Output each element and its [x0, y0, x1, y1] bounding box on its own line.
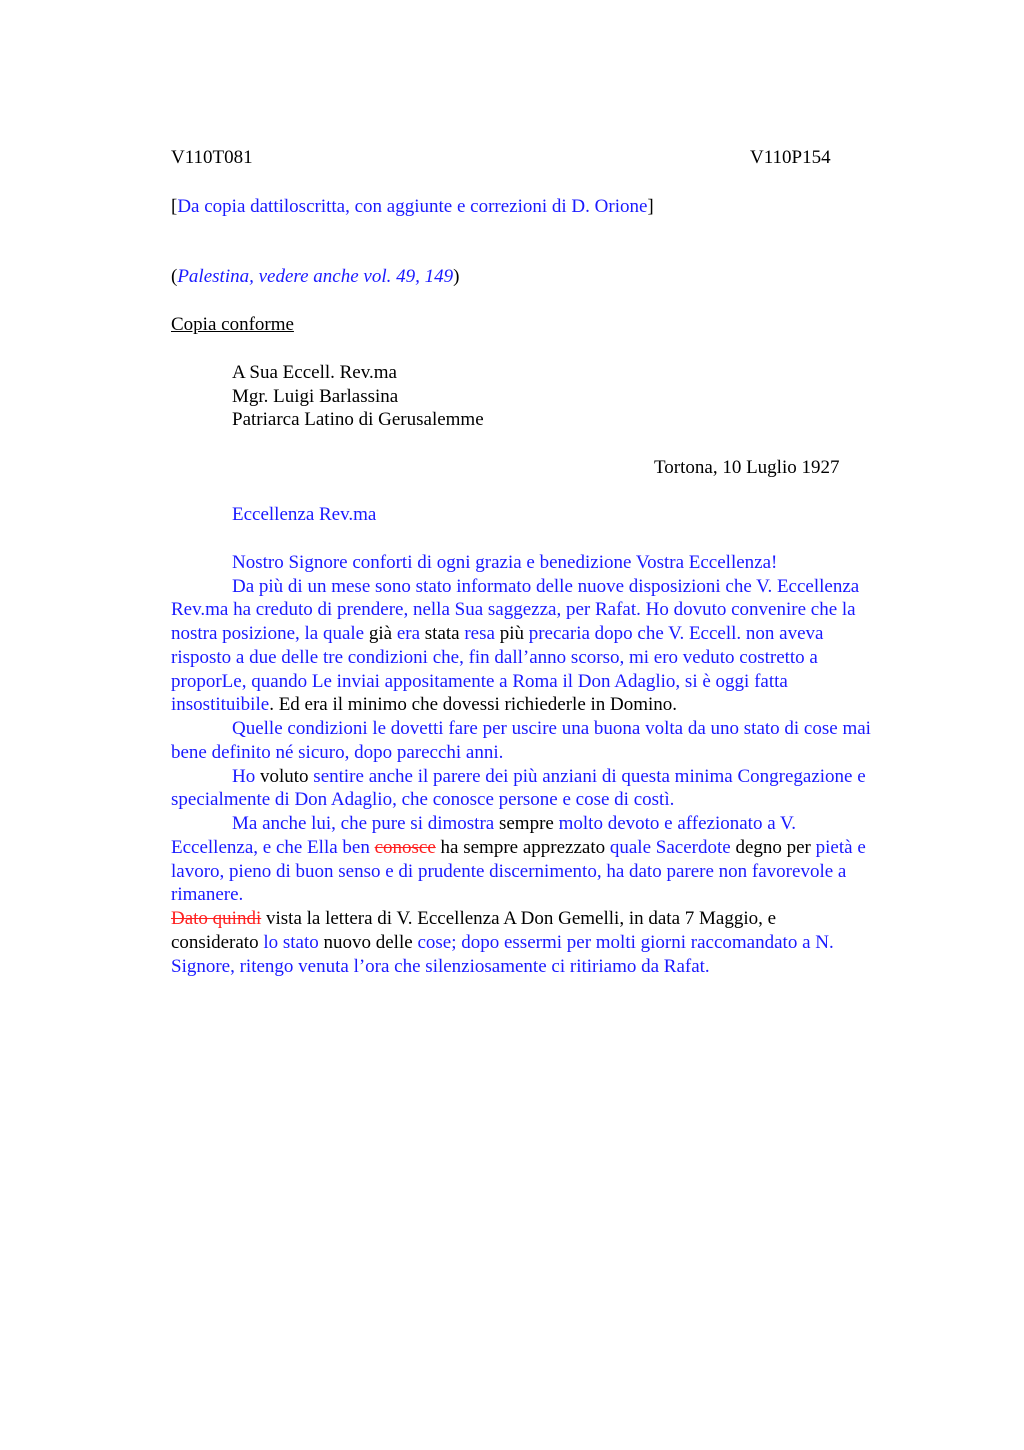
text-run: Nostro Signore conforti di ogni grazia e benedizione Vostra Eccellenza!	[232, 552, 778, 573]
body-line	[171, 598, 856, 622]
date-place: Tortona, 10 Luglio 1927	[654, 457, 840, 478]
source-note	[171, 195, 654, 219]
text-run: lavoro, pieno di buon senso e di prudente discernimento, ha dato parere non favorevole a	[171, 861, 847, 882]
source-note-text: Da copia dattiloscritta, con aggiunte e correzioni di D. Orione	[177, 196, 648, 217]
body-line	[171, 646, 818, 670]
text-run: cose; dopo essermi per molti giorni raccomandato a N.	[417, 932, 834, 953]
text-run: nuovo delle	[323, 932, 418, 953]
salutation: Eccellenza Rev.ma	[232, 504, 377, 525]
body-line	[232, 812, 796, 836]
text-run: Ma anche lui, che pure si dimostra	[232, 813, 499, 834]
reference-open: (	[171, 266, 178, 287]
text-run: degno per	[735, 837, 816, 858]
text-run: insostituibile	[171, 694, 270, 715]
reference-text: Palestina, vedere anche vol. 49, 149	[177, 266, 454, 287]
text-run: stata	[424, 623, 465, 644]
text-run: nostra posizione, la quale	[171, 623, 369, 644]
recipient-line: A Sua Eccell. Rev.ma	[232, 362, 397, 383]
body-line	[171, 907, 776, 931]
body-line	[171, 955, 710, 979]
reference-note	[171, 265, 459, 289]
body-line	[171, 836, 866, 860]
source-note-close: ]	[647, 196, 654, 217]
text-run: lo stato	[263, 932, 324, 953]
body-line	[232, 575, 859, 599]
text-run: resa	[464, 623, 500, 644]
text-run: considerato	[171, 932, 264, 953]
struck-text: Dato quindi	[171, 908, 262, 929]
text-run: più	[499, 623, 529, 644]
text-run: Eccellenza, e che Ella ben	[171, 837, 375, 858]
text-run: risposto a due delle tre condizioni che, fin dall’anno scorso, mi ero veduto costretto a	[171, 647, 818, 668]
text-run: molto devoto e affezionato a V.	[558, 813, 797, 834]
text-run: rimanere.	[171, 884, 244, 905]
text-run: . Ed era il minimo che dovessi richiederle in Domino.	[269, 694, 678, 715]
struck-text: conosce	[374, 837, 436, 858]
body-line	[171, 860, 846, 884]
body-line	[232, 717, 871, 741]
reference-close: )	[453, 266, 460, 287]
body-line	[232, 551, 777, 575]
text-run: Rev.ma ha creduto di prendere, nella Sua saggezza, per Rafat. Ho dovuto convenire che la	[171, 599, 856, 620]
body-line	[171, 883, 243, 907]
text-run: pietà e	[815, 837, 866, 858]
recipient-line: Mgr. Luigi Barlassina	[232, 386, 399, 407]
text-run: bene definito né sicuro, dopo parecchi anni.	[171, 742, 504, 763]
text-run: Ho	[232, 766, 260, 787]
text-run: ha sempre apprezzato	[435, 837, 610, 858]
text-run: Da più di un mese sono stato informato delle nuove disposizioni che V. Eccellenza	[232, 576, 860, 597]
body-line	[171, 788, 674, 812]
document-code-right: V110P154	[750, 147, 831, 168]
text-run: sempre	[498, 813, 559, 834]
text-run: voluto	[259, 766, 314, 787]
text-run: sentire anche il parere dei più anziani di questa minima Congregazione e	[313, 766, 866, 787]
text-run: Signore, ritengo venuta l’ora che silenziosamente ci ritiriamo da Rafat.	[171, 956, 710, 977]
text-run: vista la lettera di V. Eccellenza A Don Gemelli, in data 7 Maggio, e	[261, 908, 777, 929]
body-line	[232, 765, 866, 789]
document-code-left: V110T081	[171, 147, 253, 168]
text-run: era	[396, 623, 425, 644]
text-run: Quelle condizioni le dovetti fare per uscire una buona volta da uno stato di cose mai	[232, 718, 871, 739]
body-line	[171, 931, 834, 955]
body-line	[171, 693, 677, 717]
body-line	[171, 670, 788, 694]
source-note-open: [	[171, 196, 178, 217]
copy-label: Copia conforme	[171, 314, 294, 335]
text-run: specialmente di Don Adaglio, che conosce persone e cose di costì.	[171, 789, 675, 810]
body-line	[171, 741, 503, 765]
text-run: precaria dopo che V. Eccell. non aveva	[528, 623, 824, 644]
body-line	[171, 622, 823, 646]
text-run: proporLe, quando Le inviai appositamente a Roma il Don Adaglio, si è oggi fatta	[171, 671, 788, 692]
text-run: quale Sacerdote	[609, 837, 736, 858]
text-run: già	[368, 623, 397, 644]
recipient-line: Patriarca Latino di Gerusalemme	[232, 409, 484, 430]
